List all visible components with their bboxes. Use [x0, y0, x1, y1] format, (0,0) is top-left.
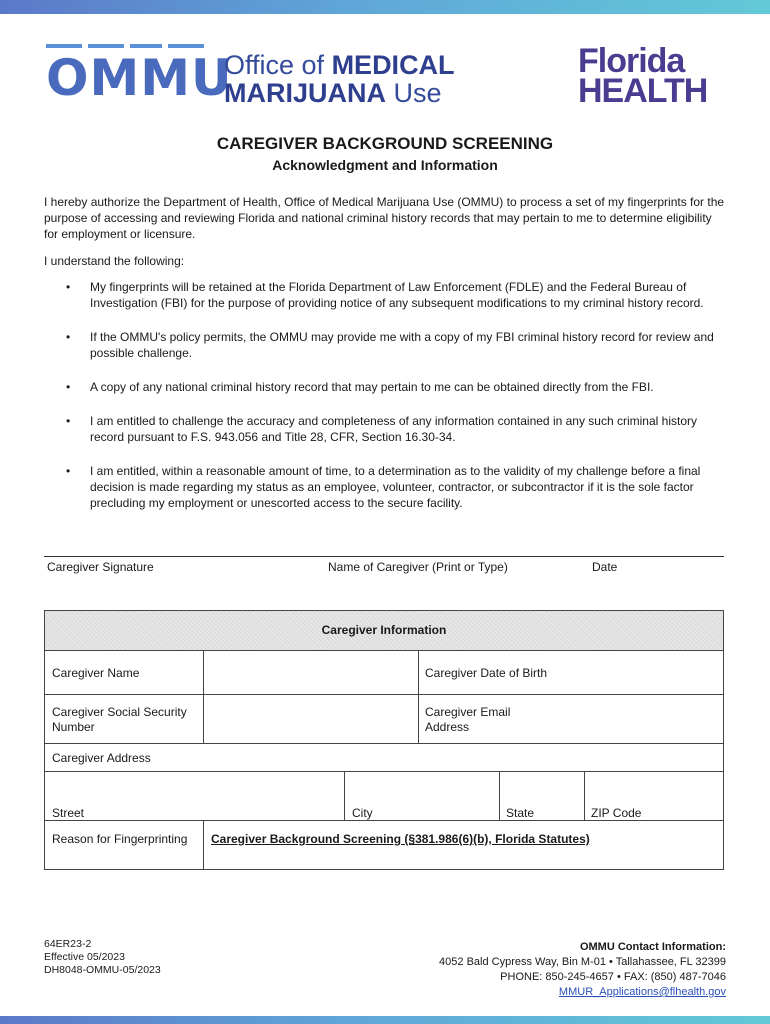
- zip-code-label: ZIP Code: [591, 806, 642, 820]
- street-label: Street: [52, 806, 85, 820]
- ommu-logo-line2: MARIJUANA Use: [224, 78, 442, 108]
- caregiver-email-label: Caregiver Email Address: [425, 705, 511, 734]
- caregiver-information-table: [44, 610, 724, 870]
- caregiver-address-label: Caregiver Address: [52, 751, 151, 765]
- rule-number: 64ER23-2: [44, 938, 92, 950]
- caregiver-information-header: Caregiver Information: [44, 610, 724, 651]
- florida-health-logo: [576, 44, 716, 108]
- contact-address: 4052 Bald Cypress Way, Bin M-01 • Tallahassee, FL 32399: [439, 956, 726, 968]
- list-item: • If the OMMU's policy permits, the OMMU may provide me with a copy of my FBI criminal history record for review and possible challenge.: [66, 330, 714, 360]
- caregiver-dob-label: Caregiver Date of Birth: [425, 666, 548, 680]
- florida-health-logo-line1: Florida: [578, 42, 685, 80]
- contact-phone-fax: PHONE: 850-245-4657 • FAX: (850) 487-7046: [500, 971, 726, 983]
- page-subtitle: Acknowledgment and Information: [272, 157, 498, 173]
- list-item: • A copy of any national criminal history record that may pertain to me can be obtained directly from the FBI.: [66, 380, 654, 394]
- ommu-logo-mark: OMMU: [46, 49, 233, 107]
- bottom-accent-bar: [0, 1016, 770, 1024]
- reason-label: Reason for Fingerprinting: [52, 832, 188, 846]
- caregiver-ssn-label: Caregiver Social Security Number: [52, 705, 187, 734]
- florida-health-logo-line2: HEALTH: [578, 72, 708, 110]
- signature-date-label: Date: [592, 560, 618, 574]
- city-label: City: [352, 806, 373, 820]
- list-item: • I am entitled, within a reasonable amount of time, to a determination as to the validity of my challenge before a final decision is made regarding my status as an employee, volunteer, contractor, or subcontractor if it is the sole factor precluding my employment or unescorted access to the secure facility.: [66, 464, 701, 510]
- authorization-paragraph: I hereby authorize the Department of Health, Office of Medical Marijuana Use (OMMU) to process a set of my fingerprints for the purpose of accessing and reviewing Florida and national criminal history records that may pertain to me to determine eligibility for employment or licensure.: [44, 195, 725, 241]
- form-number: DH8048-OMMU-05/2023: [44, 964, 161, 976]
- page-title: CAREGIVER BACKGROUND SCREENING: [216, 134, 554, 153]
- state-label: State: [506, 806, 535, 820]
- ommu-logo-line1: Office of MEDICAL: [224, 50, 455, 80]
- caregiver-name-label: Caregiver Name: [52, 666, 140, 680]
- caregiver-signature-label: Caregiver Signature: [47, 560, 154, 574]
- list-item: • I am entitled to challenge the accuracy and completeness of any information contained in any such criminal history record pursuant to F.S. 943.056 and Title 28, CFR, Section 16.30-34.: [66, 414, 697, 444]
- contact-email-link[interactable]: MMUR_Applications@flhealth.gov: [558, 986, 726, 998]
- understand-heading: I understand the following:: [44, 254, 185, 268]
- effective-date: Effective 05/2023: [44, 951, 125, 963]
- signature-line[interactable]: [44, 556, 724, 557]
- reason-value: Caregiver Background Screening (§381.986(6)(b), Florida Statutes): [211, 832, 590, 846]
- form-identifiers: [44, 938, 161, 977]
- contact-heading: OMMU Contact Information:: [579, 941, 726, 953]
- contact-information: [439, 940, 726, 1000]
- ommu-logo: [46, 44, 455, 108]
- top-accent-bar: [0, 0, 770, 14]
- list-item: • My fingerprints will be retained at the Florida Department of Law Enforcement (FDLE) and the Federal Bureau of Investigation (FBI) for the purpose of providing notice of any subsequent modifications to my criminal history record.: [66, 280, 704, 310]
- acknowledgment-list: [66, 279, 728, 529]
- caregiver-name-label: Name of Caregiver (Print or Type): [328, 560, 508, 574]
